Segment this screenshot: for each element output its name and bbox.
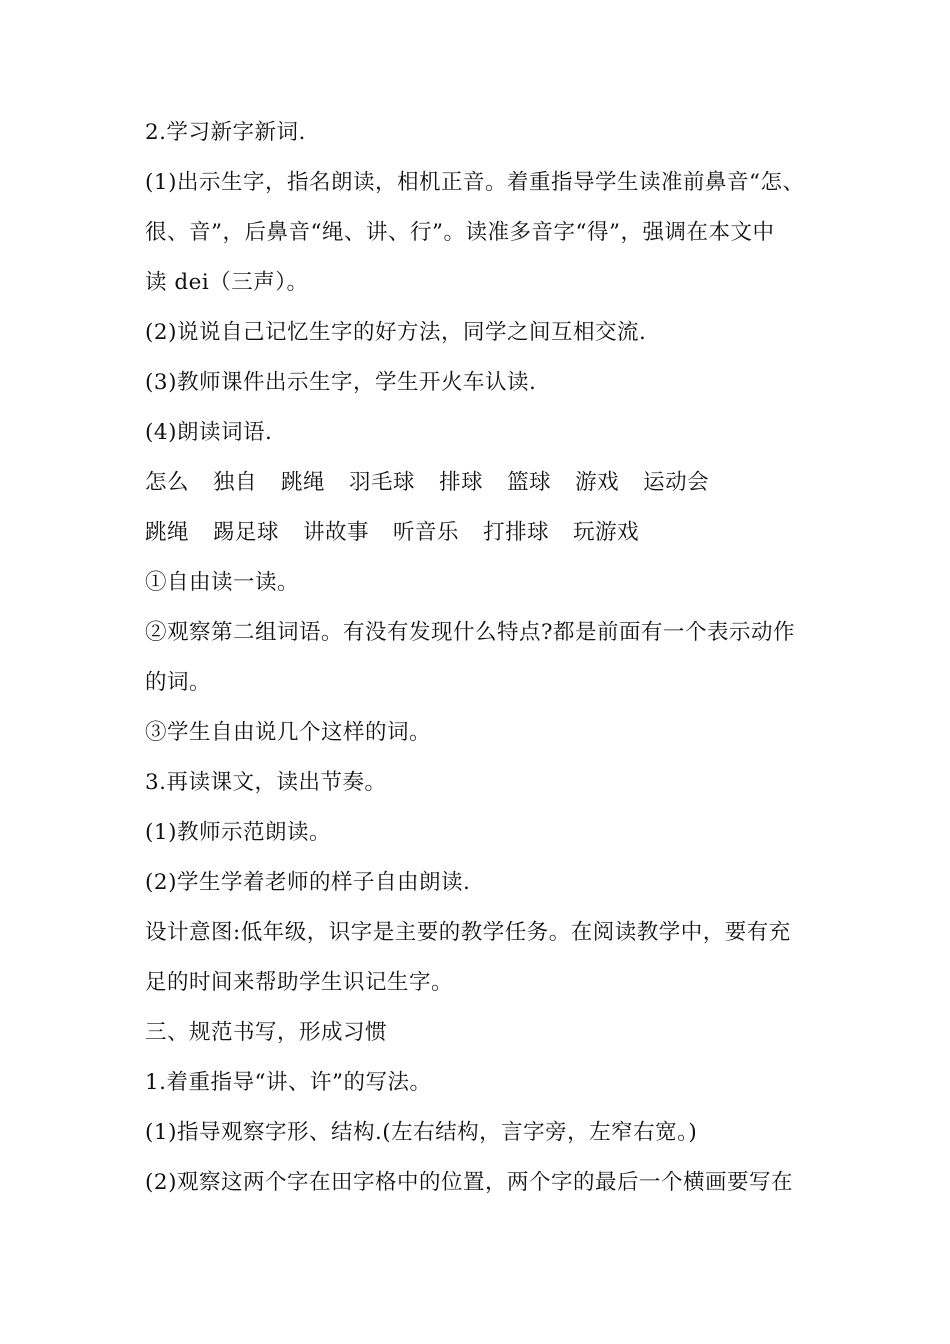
paragraph-line: ③学生自由说几个这样的词。 xyxy=(145,720,432,745)
word-item: 踢足球 xyxy=(213,520,280,545)
paragraph-line: (3)教师课件出示生字，学生开火车认读. xyxy=(145,370,537,395)
word-item: 跳绳 xyxy=(145,520,190,545)
paragraph-line: 3.再读课文，读出节奏。 xyxy=(145,770,387,795)
paragraph-line: 设计意图:低年级，识字是主要的教学任务。在阅读教学中，要有充 xyxy=(145,920,791,945)
word-item: 运动会 xyxy=(643,470,710,495)
paragraph-line: (1)教师示范朗读。 xyxy=(145,820,331,845)
word-item: 跳绳 xyxy=(281,470,326,495)
paragraph-line: 2.学习新字新词. xyxy=(145,120,306,145)
section-heading: 三、规范书写，形成习惯 xyxy=(145,1020,388,1045)
word-item: 讲故事 xyxy=(303,520,370,545)
word-list-row-1 xyxy=(145,468,825,498)
paragraph-line: (1)指导观察字形、结构.(左右结构，言字旁，左窄右宽。) xyxy=(145,1120,698,1145)
paragraph-line: (1)出示生字，指名朗读，相机正音。着重指导学生读准前鼻音“怎、 xyxy=(145,170,805,195)
paragraph-line: (4)朗读词语. xyxy=(145,420,273,445)
word-item: 篮球 xyxy=(507,470,552,495)
paragraph-line: 很、音”，后鼻音“绳、讲、行”。读准多音字“得”，强调在本文中 xyxy=(145,220,775,245)
paragraph-line: ①自由读一读。 xyxy=(145,570,300,595)
paragraph-line: (2)观察这两个字在田字格中的位置，两个字的最后一个横画要写在 xyxy=(145,1170,793,1195)
paragraph-line: (2)说说自己记忆生字的好方法，同学之间互相交流. xyxy=(145,320,647,345)
paragraph-line: 足的时间来帮助学生识记生字。 xyxy=(145,970,454,995)
word-item: 打排球 xyxy=(483,520,550,545)
paragraph-line: 读 dei（三声）。 xyxy=(145,270,309,295)
word-list-row-2 xyxy=(145,518,825,548)
paragraph-line: (2)学生学着老师的样子自由朗读. xyxy=(145,870,471,895)
word-item: 羽毛球 xyxy=(349,470,416,495)
word-item: 玩游戏 xyxy=(573,520,640,545)
word-item: 听音乐 xyxy=(393,520,460,545)
word-item: 独自 xyxy=(213,470,258,495)
word-item: 游戏 xyxy=(575,470,620,495)
word-item: 怎么 xyxy=(145,470,190,495)
paragraph-line: 1.着重指导“讲、许”的写法。 xyxy=(145,1070,432,1095)
paragraph-line: ②观察第二组词语。有没有发现什么特点?都是前面有一个表示动作 xyxy=(145,620,796,645)
word-item: 排球 xyxy=(439,470,484,495)
paragraph-line: 的词。 xyxy=(145,670,212,695)
